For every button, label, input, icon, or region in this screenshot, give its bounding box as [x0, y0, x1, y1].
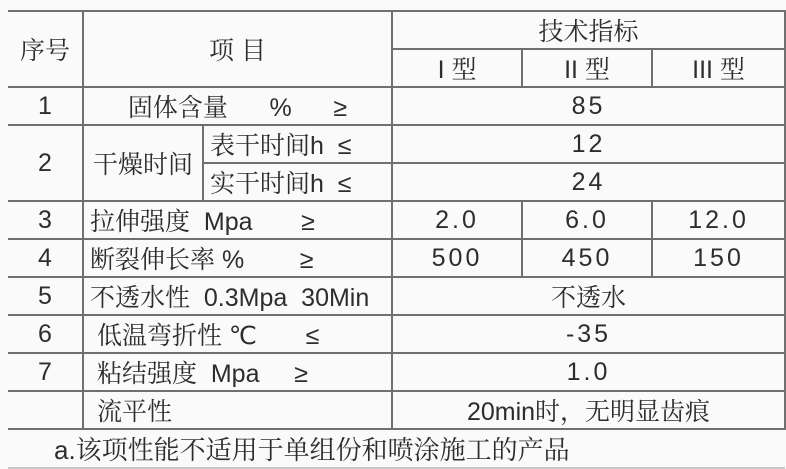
footnote-row — [8, 429, 785, 468]
table-row — [8, 315, 785, 353]
row-value: -35 — [392, 315, 785, 353]
header-cell-type-2: II 型 — [522, 49, 652, 87]
table-row — [8, 277, 785, 315]
row-value: 不透水 — [392, 277, 785, 315]
row-no — [8, 391, 83, 429]
table-row — [8, 201, 785, 239]
table-row — [8, 125, 785, 163]
row-item: 拉伸强度 Mpa ≥ — [83, 201, 392, 239]
header-cell-spec: 技术指标 — [392, 11, 785, 49]
row-no: 5 — [8, 277, 83, 315]
row-item: 断裂伸长率 % ≥ — [83, 239, 392, 277]
row-no: 6 — [8, 315, 83, 353]
row-item: 流平性 — [83, 391, 392, 429]
row-value: 85 — [392, 87, 785, 125]
row-item: 粘结强度 Mpa ≥ — [83, 353, 392, 391]
row-value: 2.0 — [392, 201, 522, 239]
row-no: 3 — [8, 201, 83, 239]
row-value: 12.0 — [652, 201, 785, 239]
table-row — [8, 353, 785, 391]
header-cell-no: 序号 — [8, 11, 83, 87]
row-value: 450 — [522, 239, 652, 277]
row-item: 固体含量 % ≥ — [83, 87, 392, 125]
row-no: 1 — [8, 87, 83, 125]
row-item: 低温弯折性 ℃ ≤ — [83, 315, 392, 353]
footnote-text: a.该项性能不适用于单组份和喷涂施工的产品 — [8, 429, 785, 468]
row-no: 2 — [8, 125, 83, 201]
table-row — [8, 87, 785, 125]
header-row-1 — [8, 11, 785, 49]
row-value: 1.0 — [392, 353, 785, 391]
row-no: 7 — [8, 353, 83, 391]
row-value: 500 — [392, 239, 522, 277]
row-value: 6.0 — [522, 201, 652, 239]
table-row — [8, 239, 785, 277]
row-value: 24 — [392, 163, 785, 201]
row-item: 干燥时间 — [83, 125, 203, 201]
header-cell-type-1: I 型 — [392, 49, 522, 87]
header-cell-type-3: III 型 — [652, 49, 785, 87]
spec-table — [8, 10, 786, 469]
row-item: 不透水性 0.3Mpa 30Min — [83, 277, 392, 315]
row-value: 150 — [652, 239, 785, 277]
row-subitem: 表干时间h ≤ — [203, 125, 392, 163]
row-value: 20min时，无明显齿痕 — [392, 391, 785, 429]
row-no: 4 — [8, 239, 83, 277]
row-value: 12 — [392, 125, 785, 163]
header-cell-item: 项 目 — [83, 11, 392, 87]
table-row — [8, 391, 785, 429]
row-subitem: 实干时间h ≤ — [203, 163, 392, 201]
